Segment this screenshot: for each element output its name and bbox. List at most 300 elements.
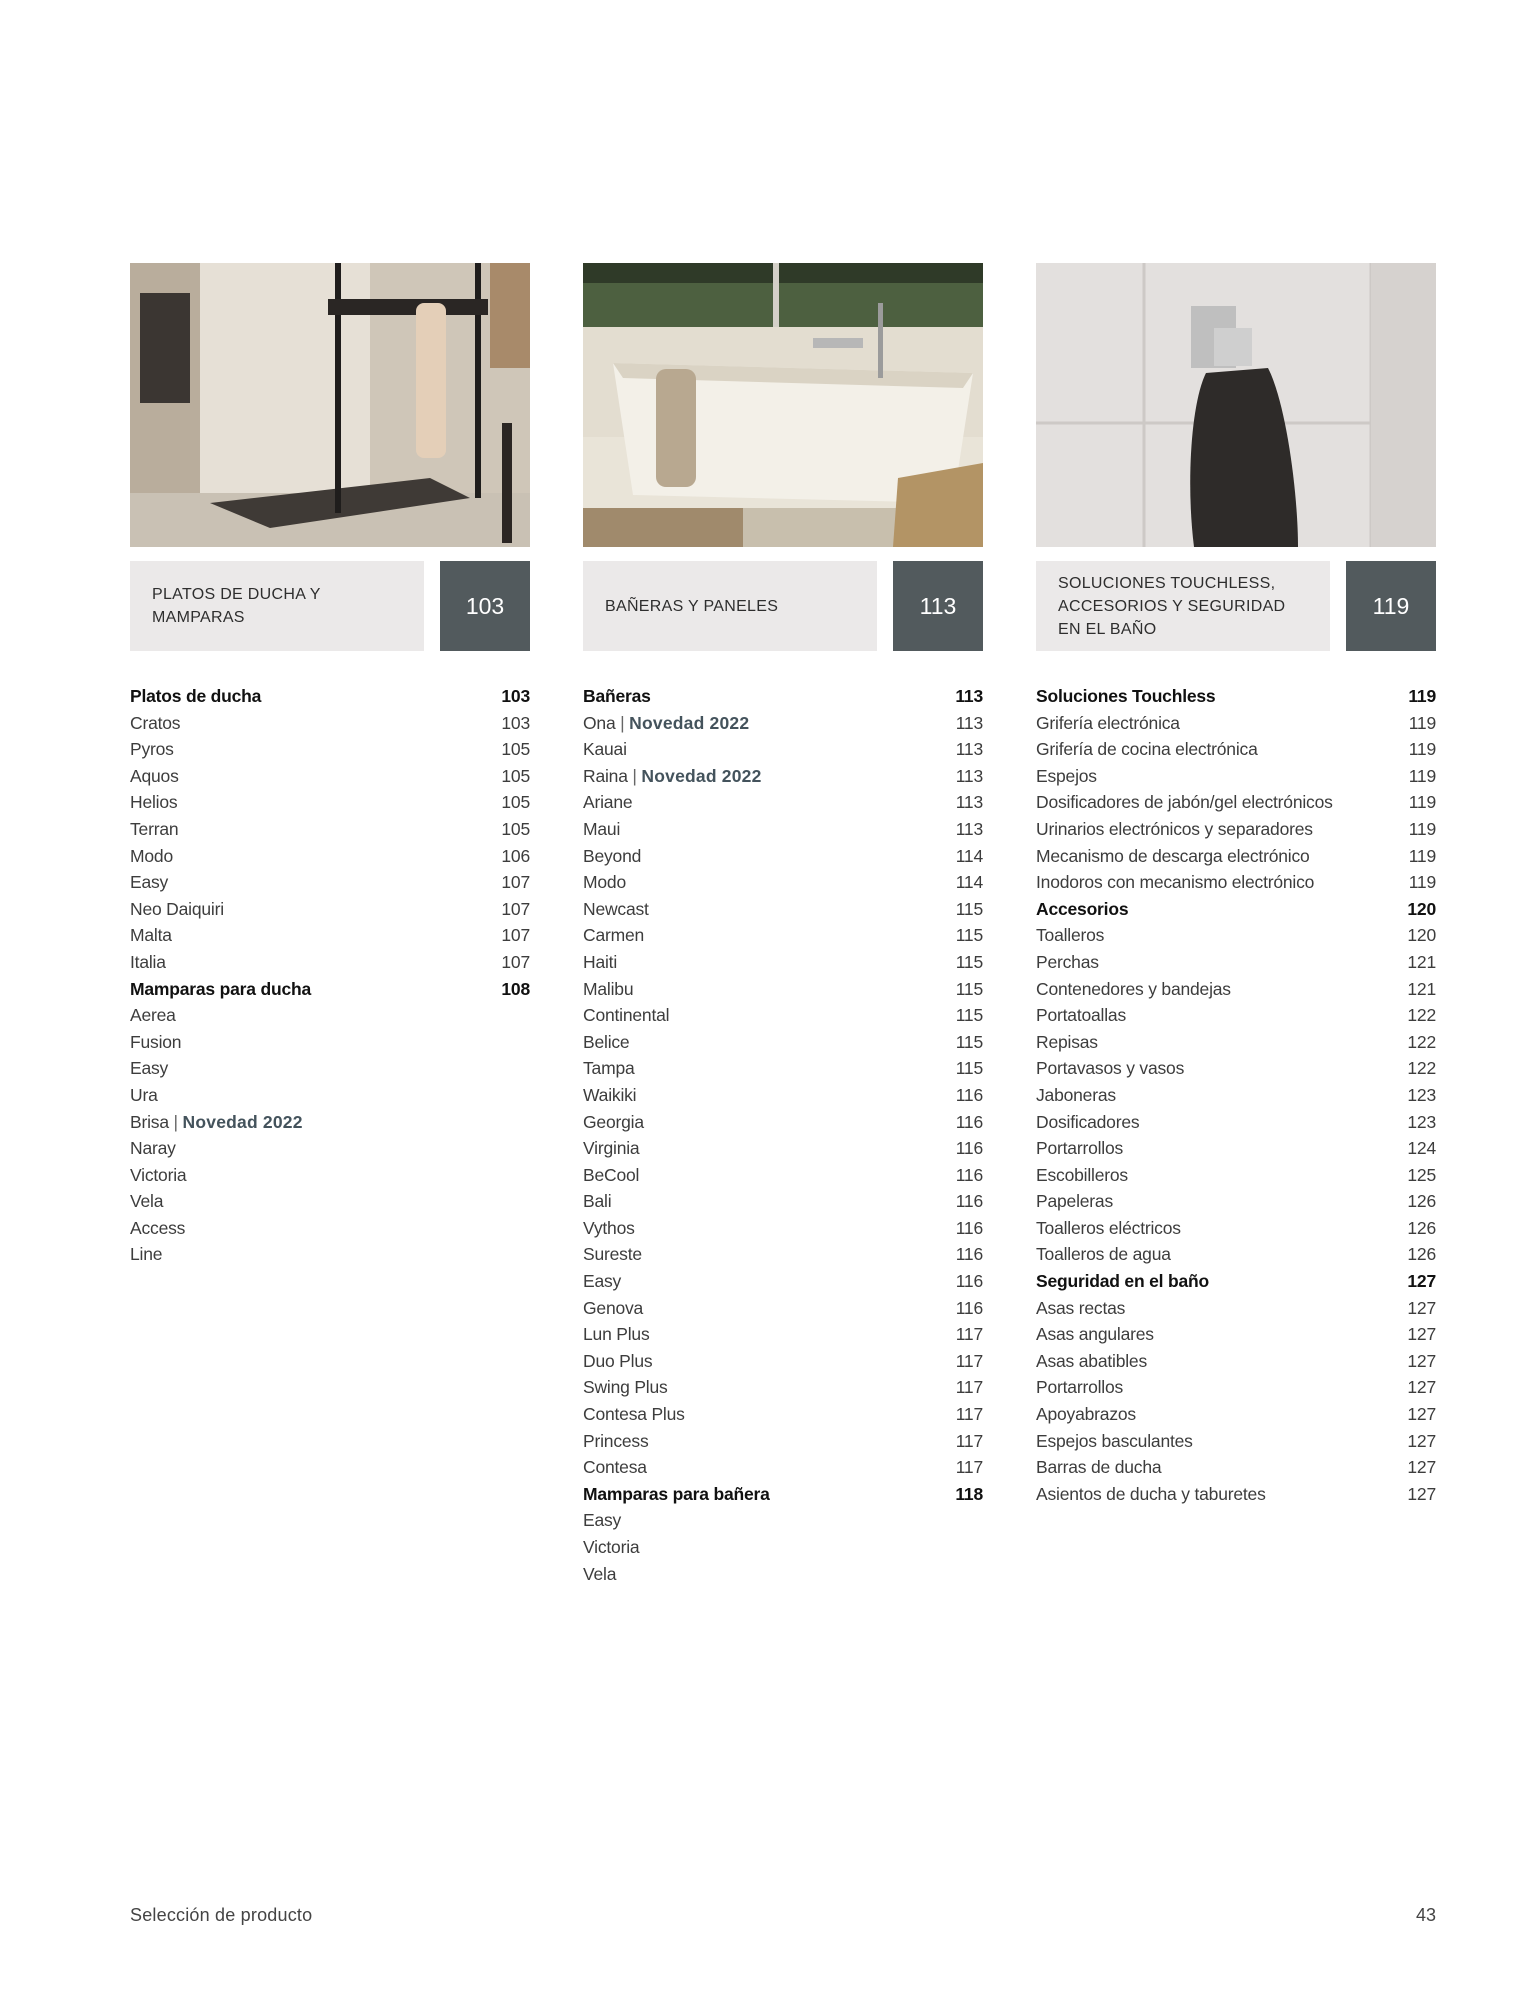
entry-text <box>1036 710 1180 737</box>
index-entry <box>583 976 983 1003</box>
entry-text <box>130 816 178 843</box>
entry-page: 113 <box>955 712 983 733</box>
index-entry <box>130 1082 530 1109</box>
page-number: 43 <box>1415 1905 1436 1925</box>
entry-text <box>583 1241 642 1268</box>
entry-page: 120 <box>1407 898 1436 919</box>
entry-label: Asas abatibles <box>1036 1350 1148 1371</box>
entry-label: Mamparas para ducha <box>130 978 311 999</box>
section-header <box>1036 561 1436 651</box>
index-entry <box>583 1454 983 1481</box>
shower-photo <box>130 263 530 547</box>
entry-label: Carmen <box>583 925 645 946</box>
entry-text <box>130 922 172 949</box>
entry-text <box>1036 1481 1266 1508</box>
index-entry <box>130 922 530 949</box>
entry-page: 120 <box>1407 925 1436 946</box>
entry-label: Ona <box>583 712 616 733</box>
entry-text <box>583 1454 647 1481</box>
index-entry <box>130 789 530 816</box>
entry-label: Espejos basculantes <box>1036 1430 1193 1451</box>
entry-label: Continental <box>583 1005 670 1026</box>
index-entry <box>1036 1055 1436 1082</box>
entry-label: Belice <box>583 1031 630 1052</box>
entry-page: 119 <box>1408 712 1436 733</box>
entry-page: 126 <box>1407 1217 1436 1238</box>
entry-label: Portarrollos <box>1036 1377 1124 1398</box>
entry-text <box>1036 1401 1136 1428</box>
entry-page: 113 <box>955 818 983 839</box>
index-entry <box>583 922 983 949</box>
entry-label: Easy <box>583 1510 622 1531</box>
entry-page: 127 <box>1407 1404 1436 1425</box>
entry-label: Dosificadores de jabón/gel electrónicos <box>1036 792 1333 813</box>
entry-label: Platos de ducha <box>130 686 262 706</box>
section-title: PLATOS DE DUCHA Y MAMPARAS <box>130 561 424 651</box>
index-heading <box>1036 896 1436 923</box>
index-entry <box>130 1109 530 1136</box>
index-entry <box>1036 869 1436 896</box>
index-entry <box>583 1029 983 1056</box>
entry-page: 115 <box>955 1058 983 1079</box>
index-list <box>1036 683 1436 1507</box>
entry-page: 119 <box>1408 765 1436 786</box>
section-column-accessories <box>1036 263 1436 1507</box>
separator: | <box>615 712 630 733</box>
entry-label: Easy <box>130 872 169 893</box>
entry-text <box>130 1029 181 1056</box>
entry-page: 107 <box>501 925 530 946</box>
entry-page: 115 <box>955 951 983 972</box>
entry-text <box>583 789 632 816</box>
entry-text <box>1036 1135 1123 1162</box>
entry-page: 119 <box>1408 739 1436 760</box>
entry-text <box>1036 1454 1161 1481</box>
entry-label: Virginia <box>583 1138 640 1159</box>
entry-label: Pyros <box>130 739 174 760</box>
entry-page: 119 <box>1408 818 1436 839</box>
entry-page: 116 <box>955 1244 983 1265</box>
index-heading <box>583 1481 983 1508</box>
entry-label: Portavasos y vasos <box>1036 1058 1185 1079</box>
index-entry <box>583 1374 983 1401</box>
entry-text <box>583 1055 635 1082</box>
entry-label: Contesa Plus <box>583 1404 685 1425</box>
entry-page: 113 <box>955 765 983 786</box>
entry-text <box>130 1002 176 1029</box>
entry-page: 121 <box>1407 951 1436 972</box>
entry-page: 127 <box>1407 1324 1436 1345</box>
entry-page: 113 <box>955 686 983 706</box>
entry-text <box>130 683 261 710</box>
entry-label: Toalleros eléctricos <box>1036 1217 1181 1238</box>
entry-text <box>1036 683 1215 710</box>
index-entry <box>1036 1401 1436 1428</box>
entry-page: 116 <box>955 1164 983 1185</box>
entry-page: 114 <box>955 872 983 893</box>
entry-label: Grifería de cocina electrónica <box>1036 739 1258 760</box>
entry-page: 127 <box>1407 1377 1436 1398</box>
index-entry <box>583 1428 983 1455</box>
entry-text <box>583 922 644 949</box>
entry-label: Soluciones Touchless <box>1036 686 1216 706</box>
entry-label: Mecanismo de descarga electrónico <box>1036 845 1310 866</box>
index-entry <box>583 1135 983 1162</box>
entry-page: 122 <box>1407 1005 1436 1026</box>
separator: | <box>627 765 642 786</box>
entry-text <box>1036 1215 1181 1242</box>
entry-page: 123 <box>1407 1084 1436 1105</box>
entry-page: 116 <box>955 1084 983 1105</box>
index-entry <box>130 763 530 790</box>
entry-page: 107 <box>501 872 530 893</box>
entry-text <box>583 896 649 923</box>
entry-text <box>1036 1268 1209 1295</box>
index-entry <box>583 1082 983 1109</box>
entry-text <box>1036 1295 1125 1322</box>
index-entry <box>583 1321 983 1348</box>
entry-label: Fusion <box>130 1031 182 1052</box>
index-entry <box>1036 1454 1436 1481</box>
index-list <box>583 683 983 1587</box>
entry-label: Repisas <box>1036 1031 1098 1052</box>
entry-page: 123 <box>1407 1111 1436 1132</box>
entry-label: Cratos <box>130 712 181 733</box>
entry-label: Contesa <box>583 1457 647 1478</box>
index-heading <box>1036 683 1436 710</box>
entry-text <box>583 1428 649 1455</box>
entry-page: 116 <box>955 1271 983 1292</box>
entry-text <box>1036 1082 1116 1109</box>
entry-text <box>1036 1428 1193 1455</box>
index-entry <box>130 896 530 923</box>
entry-text <box>583 1481 770 1508</box>
entry-page: 127 <box>1407 1350 1436 1371</box>
entry-label: Portatoallas <box>1036 1005 1127 1026</box>
entry-label: Aquos <box>130 765 179 786</box>
entry-text <box>583 1268 621 1295</box>
entry-text <box>130 949 166 976</box>
entry-page: 115 <box>955 1031 983 1052</box>
index-entry <box>583 896 983 923</box>
entry-label: Accesorios <box>1036 898 1129 919</box>
entry-label: Asas angulares <box>1036 1324 1154 1345</box>
entry-text <box>1036 736 1258 763</box>
section-header <box>130 561 530 651</box>
entry-text <box>130 1055 168 1082</box>
entry-page: 116 <box>955 1111 983 1132</box>
entry-label: Waikiki <box>583 1084 637 1105</box>
index-entry <box>583 789 983 816</box>
entry-text <box>130 1215 185 1242</box>
entry-text <box>583 1561 616 1588</box>
entry-page: 107 <box>501 898 530 919</box>
index-entry <box>583 869 983 896</box>
entry-text <box>1036 922 1104 949</box>
index-entry <box>583 1002 983 1029</box>
index-entry <box>1036 1241 1436 1268</box>
entry-page: 115 <box>955 1005 983 1026</box>
entry-text <box>583 843 641 870</box>
entry-page: 117 <box>955 1350 983 1371</box>
entry-text <box>1036 1241 1171 1268</box>
entry-text <box>130 789 177 816</box>
entry-page: 118 <box>955 1483 983 1504</box>
entry-page: 103 <box>501 686 530 706</box>
entry-label: Helios <box>130 792 178 813</box>
entry-page: 127 <box>1407 1297 1436 1318</box>
entry-text <box>1036 1374 1123 1401</box>
index-entry <box>583 763 983 790</box>
entry-text <box>1036 869 1314 896</box>
entry-text <box>1036 789 1333 816</box>
entry-label: Victoria <box>583 1537 640 1557</box>
entry-text <box>583 1348 652 1375</box>
entry-label: Dosificadores <box>1036 1111 1140 1132</box>
entry-label: Asas rectas <box>1036 1297 1126 1318</box>
entry-label: Toalleros de agua <box>1036 1244 1171 1265</box>
index-heading <box>130 976 530 1003</box>
entry-page: 126 <box>1407 1191 1436 1212</box>
entry-label: Modo <box>583 872 626 893</box>
entry-page: 113 <box>955 792 983 813</box>
entry-text <box>583 1401 685 1428</box>
section-header <box>583 561 983 651</box>
entry-label: Vela <box>130 1191 164 1212</box>
entry-text <box>1036 896 1128 923</box>
entry-page: 127 <box>1407 1430 1436 1451</box>
entry-page: 119 <box>1408 845 1436 866</box>
entry-text <box>1036 1348 1147 1375</box>
index-heading <box>130 683 530 710</box>
entry-text <box>583 1082 636 1109</box>
entry-page: 124 <box>1407 1138 1436 1159</box>
entry-text <box>583 683 651 710</box>
entry-label: Swing Plus <box>583 1377 668 1398</box>
entry-text <box>583 1109 644 1136</box>
entry-text <box>583 1029 629 1056</box>
entry-text <box>583 1374 668 1401</box>
entry-page: 122 <box>1407 1058 1436 1079</box>
entry-text <box>130 710 180 737</box>
entry-text <box>130 1162 186 1189</box>
index-entry <box>1036 1082 1436 1109</box>
index-entry <box>583 816 983 843</box>
novelty-badge: Novedad 2022 <box>641 765 762 786</box>
index-entry <box>1036 1374 1436 1401</box>
index-entry <box>1036 843 1436 870</box>
index-entry <box>1036 976 1436 1003</box>
entry-label: Vythos <box>583 1217 635 1238</box>
entry-label: Sureste <box>583 1244 642 1265</box>
entry-label: Neo Daiquiri <box>130 898 224 919</box>
entry-text <box>130 1082 158 1109</box>
section-page-badge: 113 <box>893 561 983 651</box>
index-entry <box>1036 1348 1436 1375</box>
index-entry <box>583 949 983 976</box>
entry-label: Naray <box>130 1138 176 1159</box>
entry-text <box>130 1241 162 1268</box>
index-entry <box>583 843 983 870</box>
entry-label: Jaboneras <box>1036 1084 1116 1105</box>
entry-label: Bali <box>583 1191 612 1212</box>
index-entry <box>130 736 530 763</box>
entry-page: 122 <box>1407 1031 1436 1052</box>
entry-page: 116 <box>955 1217 983 1238</box>
index-entry <box>130 1029 530 1056</box>
entry-text <box>583 976 633 1003</box>
entry-page: 115 <box>955 898 983 919</box>
entry-page: 127 <box>1407 1457 1436 1478</box>
entry-page: 115 <box>955 978 983 999</box>
entry-text <box>130 1188 163 1215</box>
index-heading <box>1036 1268 1436 1295</box>
entry-label: Asientos de ducha y taburetes <box>1036 1483 1266 1504</box>
entry-page: 119 <box>1408 686 1436 706</box>
entry-text <box>130 1109 303 1136</box>
index-entry <box>583 1507 983 1534</box>
entry-label: Malibu <box>583 978 634 999</box>
entry-label: Lun Plus <box>583 1324 650 1345</box>
entry-page: 115 <box>955 925 983 946</box>
entry-label: Mamparas para bañera <box>583 1483 770 1504</box>
entry-page: 107 <box>501 951 530 972</box>
index-entry <box>1036 1029 1436 1056</box>
bathtub-photo <box>583 263 983 547</box>
entry-text <box>583 1321 650 1348</box>
entry-page: 127 <box>1407 1271 1436 1292</box>
index-entry <box>130 949 530 976</box>
index-entry <box>130 1162 530 1189</box>
index-entry <box>1036 1188 1436 1215</box>
entry-page: 103 <box>501 712 530 733</box>
index-entry <box>1036 1295 1436 1322</box>
entry-page: 117 <box>955 1457 983 1478</box>
entry-text <box>583 1534 639 1561</box>
towel-hook-photo <box>1036 263 1436 547</box>
entry-label: Maui <box>583 818 621 839</box>
index-entry <box>1036 1135 1436 1162</box>
index-entry <box>583 1534 983 1561</box>
index-entry <box>583 1295 983 1322</box>
entry-page: 105 <box>501 792 530 813</box>
index-entry <box>583 736 983 763</box>
entry-label: Easy <box>583 1271 622 1292</box>
entry-label: Modo <box>130 845 173 866</box>
section-column-shower <box>130 263 530 1268</box>
index-entry <box>130 816 530 843</box>
index-entry <box>583 1241 983 1268</box>
index-entry <box>130 1135 530 1162</box>
entry-text <box>130 869 168 896</box>
index-entry <box>1036 1321 1436 1348</box>
entry-label: Malta <box>130 925 172 946</box>
entry-label: Portarrollos <box>1036 1138 1124 1159</box>
index-entry <box>130 869 530 896</box>
entry-label: Easy <box>130 1058 169 1079</box>
entry-text <box>1036 843 1310 870</box>
entry-text <box>1036 1055 1184 1082</box>
novelty-badge: Novedad 2022 <box>182 1111 303 1132</box>
entry-text <box>130 1135 176 1162</box>
entry-label: Bañeras <box>583 686 651 706</box>
entry-text <box>130 843 173 870</box>
entry-page: 108 <box>501 978 530 999</box>
index-entry <box>130 843 530 870</box>
entry-label: Italia <box>130 951 166 972</box>
entry-page: 117 <box>955 1404 983 1425</box>
entry-label: Ura <box>130 1084 158 1105</box>
index-entry <box>130 1241 530 1268</box>
entry-label: Escobilleros <box>1036 1164 1128 1185</box>
entry-text <box>130 736 174 763</box>
index-entry <box>583 710 983 737</box>
entry-page: 117 <box>955 1377 983 1398</box>
entry-label: Princess <box>583 1430 649 1451</box>
index-entry <box>1036 710 1436 737</box>
novelty-badge: Novedad 2022 <box>629 712 750 733</box>
footer-section-title: Selección de producto <box>130 1905 313 1925</box>
entry-page: 113 <box>955 739 983 760</box>
index-entry <box>583 1401 983 1428</box>
entry-label: Newcast <box>583 898 649 919</box>
entry-label: Kauai <box>583 739 627 760</box>
entry-text <box>1036 816 1313 843</box>
entry-page: 119 <box>1408 792 1436 813</box>
entry-page: 125 <box>1407 1164 1436 1185</box>
entry-label: Vela <box>583 1563 617 1584</box>
entry-text <box>583 1295 643 1322</box>
entry-page: 105 <box>501 765 530 786</box>
entry-label: Grifería electrónica <box>1036 712 1180 733</box>
entry-text <box>583 869 626 896</box>
section-title: SOLUCIONES TOUCHLESS, ACCESORIOS Y SEGURIDAD EN EL BAÑO <box>1036 561 1330 651</box>
index-entry <box>130 1002 530 1029</box>
entry-text <box>583 816 620 843</box>
section-column-bathtub <box>583 263 983 1587</box>
index-entry <box>1036 1428 1436 1455</box>
index-entry <box>583 1561 983 1588</box>
entry-text <box>583 1135 639 1162</box>
section-title: BAÑERAS Y PANELES <box>583 561 877 651</box>
entry-text <box>1036 1109 1139 1136</box>
entry-page: 106 <box>501 845 530 866</box>
index-entry <box>1036 1481 1436 1508</box>
entry-label: Line <box>130 1244 163 1265</box>
entry-text <box>130 896 224 923</box>
entry-text <box>1036 1029 1098 1056</box>
entry-label: Access <box>130 1217 186 1238</box>
index-entry <box>583 1055 983 1082</box>
index-entry <box>1036 763 1436 790</box>
entry-label: Toalleros <box>1036 925 1105 946</box>
entry-page: 121 <box>1407 978 1436 999</box>
entry-page: 116 <box>955 1191 983 1212</box>
entry-text <box>583 736 627 763</box>
index-entry <box>130 1188 530 1215</box>
entry-text <box>1036 1162 1128 1189</box>
entry-label: Terran <box>130 818 179 839</box>
entry-page: 117 <box>955 1324 983 1345</box>
index-entry <box>1036 1002 1436 1029</box>
entry-label: Perchas <box>1036 951 1099 972</box>
index-entry <box>1036 789 1436 816</box>
entry-text <box>1036 1002 1126 1029</box>
entry-text <box>583 1188 611 1215</box>
entry-text <box>1036 1188 1113 1215</box>
entry-label: Contenedores y bandejas <box>1036 978 1231 999</box>
entry-page: 114 <box>955 845 983 866</box>
